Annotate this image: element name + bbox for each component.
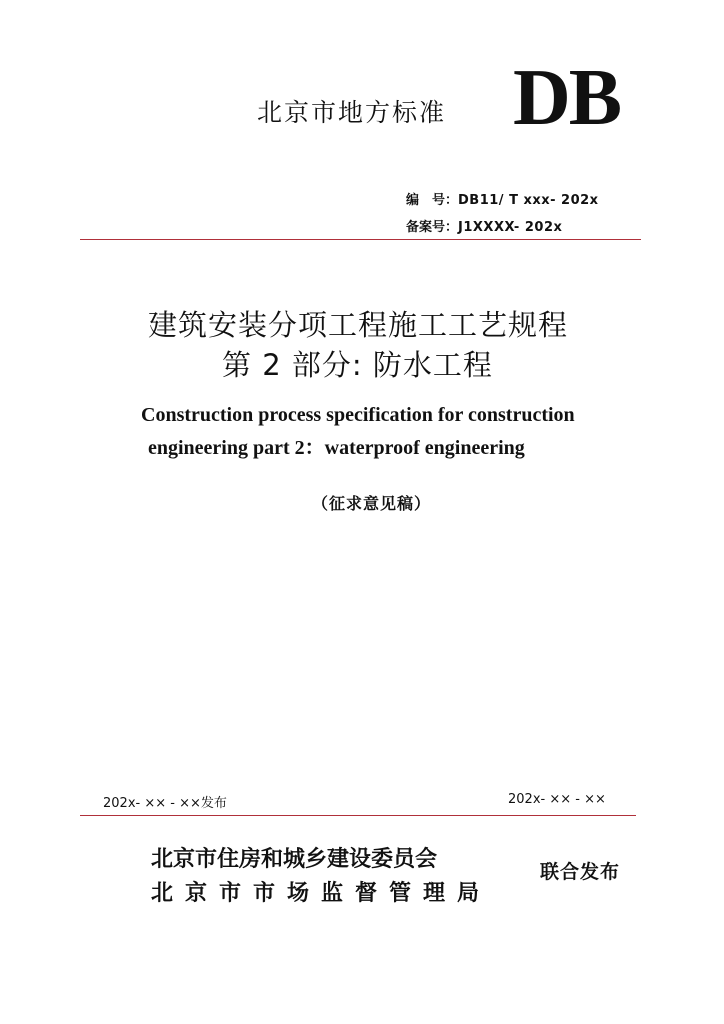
draft-status: （征求意见稿）	[312, 494, 432, 513]
issuer-housing-commission: 北京市住房和城乡建设委员会	[151, 847, 438, 872]
filing-number	[406, 216, 562, 235]
top-divider	[80, 239, 641, 240]
filing-number-value: J1XXXX- 202x	[458, 220, 563, 235]
standard-number-value: DB11/ T xxx- 202x	[458, 193, 599, 208]
db-mark: DB	[513, 54, 621, 142]
issuer-market-regulation: 北京市市场监督管理局	[151, 881, 492, 906]
title-cn-line2: 第 2 部分: 防水工程	[222, 348, 493, 382]
bottom-divider	[80, 815, 636, 816]
filing-number-label: 备案号：	[406, 220, 459, 235]
standard-number	[406, 189, 599, 208]
standard-number-label: 编 号：	[406, 193, 459, 208]
issue-date: 202x- ×× - ××发布	[103, 796, 227, 811]
title-cn-line1: 建筑安装分项工程施工工艺规程	[148, 308, 569, 342]
implement-date: 202x- ×× - ××	[508, 792, 606, 807]
title-en-line2: engineering part 2：waterproof engineering	[148, 437, 525, 459]
title-en-line1: Construction process specification for construction	[141, 404, 575, 426]
joint-publish-label: 联合发布	[540, 861, 621, 883]
standard-type: 北京市地方标准	[257, 98, 447, 127]
